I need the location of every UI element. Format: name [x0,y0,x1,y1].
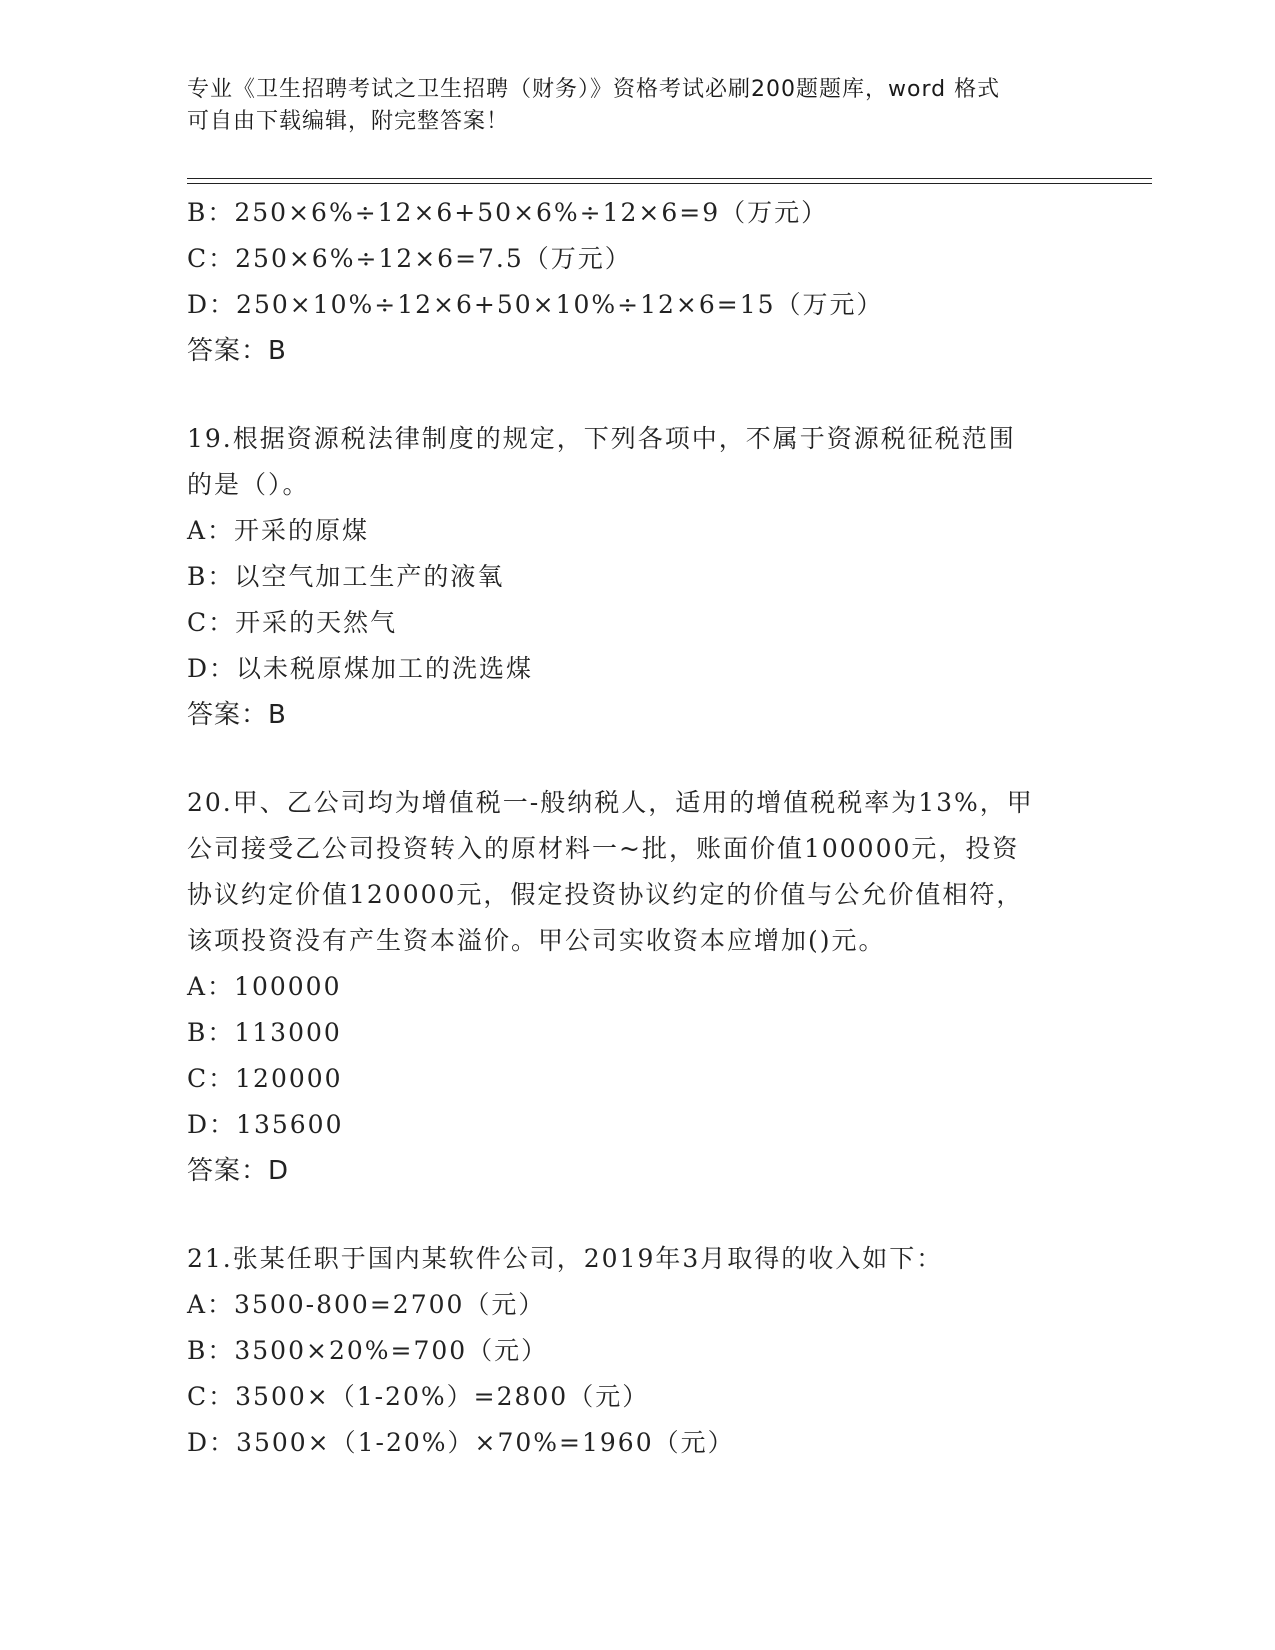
spacer [187,374,1087,416]
question-stem: 19.根据资源税法律制度的规定，下列各项中，不属于资源税征税范围 [187,424,1016,453]
option-d: D：以未税原煤加工的洗选煤 [187,654,534,683]
header-divider-bottom [187,183,1152,184]
question-stem: 21.张某任职于国内某软件公司，2019年3月取得的收入如下： [187,1244,944,1273]
option-a: A：100000 [187,972,342,1001]
option-d: D：250×10%÷12×6+50×10%÷12×6=15（万元） [187,290,884,319]
option-a: A：开采的原煤 [187,516,370,545]
spacer [187,1194,1087,1236]
answer: 答案：D [187,1156,290,1186]
question-list [187,190,1087,1466]
header-line-2: 可自由下载编辑，附完整答案！ [187,109,510,134]
option-b: B：113000 [187,1018,342,1047]
answer: 答案：B [187,336,287,366]
option-d: D：135600 [187,1110,344,1139]
question-stem: 该项投资没有产生资本溢价。甲公司实收资本应增加()元。 [187,926,886,955]
option-b: B：3500×20%=700（元） [187,1336,549,1365]
option-b: B：以空气加工生产的液氧 [187,562,505,591]
option-b: B：250×6%÷12×6+50×6%÷12×6=9（万元） [187,198,829,227]
document-header [187,74,1067,138]
spacer [187,738,1087,780]
option-d: D：3500×（1-20%）×70%=1960（元） [187,1428,735,1457]
question-21 [187,1236,1087,1466]
option-a: A：3500-800=2700（元） [187,1290,546,1319]
question-stem: 公司接受乙公司投资转入的原材料一~批，账面价值100000元，投资 [187,834,1020,863]
question-stem: 协议约定价值120000元，假定投资协议约定的价值与公允价值相符， [187,880,1024,909]
question-stem: 20.甲、乙公司均为增值税一-般纳税人，适用的增值税税率为13%，甲 [187,788,1034,817]
header-divider-top [187,178,1152,179]
header-line-1: 专业《卫生招聘考试之卫生招聘（财务）》资格考试必刷200题题库，word 格式 [187,77,1001,102]
option-c: C：3500×（1-20%）=2800（元） [187,1382,650,1411]
option-c: C：250×6%÷12×6=7.5（万元） [187,244,632,273]
question-18 [187,190,1087,374]
answer: 答案：B [187,700,287,730]
question-20 [187,780,1087,1194]
question-19 [187,416,1087,738]
question-stem: 的是（）。 [187,470,310,499]
option-c: C：开采的天然气 [187,608,398,637]
option-c: C：120000 [187,1064,343,1093]
